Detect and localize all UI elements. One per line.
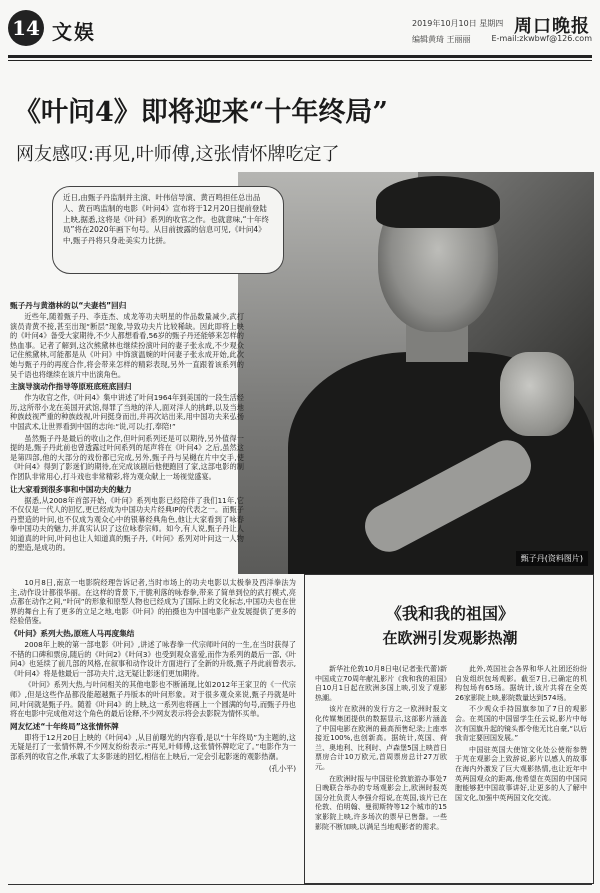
footer-rule [8, 884, 592, 885]
body-paragraph: 虽然甄子丹是最后的收山之作,但叶问系列还是可以期待,另外值得一提的是,甄子丹此前也曾透露过叶问系列的尾声将在《叶问4》之后,虽然这是第四部,他的大部分的戏份都已完成,另外,甄子丹与吴樾在片中交手,使《叶问4》得到了影迷们的期待,在完成该剧后他便跑回了家,这部电影的制作团队非常用心,打斗戏也非常精彩,将为观众献上一场视觉盛宴。 [10, 433, 244, 481]
body-paragraph: 据悉,从2008年首部开始,《叶问》系列电影已经陪伴了我们11年,它不仅仅是一代人的回忆,更已经成为中国功夫片经典IP的代表之一。而甄子丹塑造的叶问,也不仅成为观众心中的银幕经典角色,他让大家看到了咏春拳中国功夫的魅力,并真实认识了这位咏春宗师。如今,有人说,甄子丹让人知道真的叶问,叶问也让人知道真的甄子丹,《叶问》系列对叶问这一人物的塑造,是成功的。 [10, 495, 244, 553]
second-article-title: 《我和我的祖国》 [385, 604, 514, 623]
body-paragraph: 此外,英国社会各界和华人社团还纷纷自发组织包场观影。截至7日,已确定的机构包场有65场。据统计,该片共将在全英26家影院上映,影院数量达到574场。 [455, 665, 587, 702]
body-paragraph: 近些年,随着甄子丹、李连杰、成龙等功夫明星的作品数量减少,武打演员青黄不接,甚至出现“断层”现象,导致功夫片比较稀缺。因此即将上映的《叶问4》备受大家期待,不少人都想看看,56岁的甄子丹还能够来怎样的热血事。记者了解到,这次熊黛林也继续扮演叶问的妻子张永成,不少观众记住熊黛林,可能都是从《叶问》中饰演温婉的叶问妻子张永成开始,此次她与甄子丹的再度合作,将会带来怎样的精彩表现,另外一直跟着该系列的吴千语也将继续在该片中出演角色。 [10, 312, 244, 379]
photo-caption: 甄子丹(资料图片) [516, 551, 588, 566]
article-column-lower [10, 578, 296, 874]
newspaper-masthead: 周口晚报 [514, 16, 590, 37]
section-title-1: 甄子丹与黄渤林的以“夫妻档”回归 [10, 301, 127, 310]
author-signature: (孔小平) [268, 763, 296, 773]
body-paragraph: 不少观众手持国旗参加了7日的观影会。在英国的中国留学生任云说,影片中每次有国旗升起的镜头都令他无比自豪,“以后我肯定要回国发展。” [455, 705, 587, 743]
body-paragraph: 中国驻英国大使馆文化处公使衔参赞于芃在观影会上致辞说,影片以感人的故事在海内外激发了巨大观影热情,也让近年中英两国观众的距离,他希望在英国的中国同胞能够把中国故事讲好,让更多的人了解中国文化,加强中英两国文化交流。 [455, 745, 587, 802]
header-rule-thin [8, 60, 592, 61]
header-rule [8, 55, 592, 58]
section-title-5: 网友忆述“十年终局”这张情怀牌 [10, 721, 119, 731]
page-number: 14 [8, 10, 44, 46]
body-paragraph: 新华社伦敦10月8日电(记者张代蕾)新中国成立70周年献礼影片《我和我的祖国》自10月1日起在欧洲多国上映,引发了观影热潮。 [315, 665, 447, 702]
section-title-4: 《叶问》系列大热,原班人马再度集结 [10, 628, 135, 638]
second-article-column-left [315, 665, 447, 879]
sub-headline: 网友感叹:再见,叶师傅,这张情怀牌吃定了 [16, 144, 340, 165]
issue-date: 2019年10月10日 星期四 [412, 19, 504, 28]
actor-photo [238, 172, 594, 574]
section-title-2: 主演导演动作指导等原班底班底回归 [10, 382, 132, 392]
photo-figure-fist [500, 352, 574, 436]
body-paragraph: 在欧洲时报与中国驻伦敦旅游办事处7日晚联合举办的专场观影会上,欧洲时报英国分社负责人李强介绍说,在英国,该片已在伦敦、伯明翰、曼彻斯特等12个城市的15家影院上映,许多场次的票早已售罄。一些影院不断加映,以满足当地观影者的需求。 [315, 774, 447, 831]
body-paragraph: 作为收官之作,《叶问4》集中讲述了叶问1964年到美国的一段生活经历,这所带小龙在美国开武馆,得罪了当地的洋人,面对洋人的挑衅,以及当地种族歧视严重的种族歧视,叶问挺身而出,并再次站出来,用中国功夫来弘扬中国武术,让世界看到中国的志向:“说,可以;打,奉陪!” [10, 393, 244, 431]
section-title-3: 让大家看到很多事和中国功夫的魅力 [10, 484, 132, 494]
editor-credit: 编辑黄琦 王丽丽 [412, 35, 471, 44]
page-header [8, 10, 592, 58]
article-column-upper [10, 298, 244, 576]
section-name: 文娱 [52, 20, 96, 44]
body-paragraph: 即将于12月20日上映的《叶问4》,从目前曝光的内容看,是以“十年终局”为主题的,这无疑是打了一张情怀牌,不少网友纷纷表示:“再见,叶师傅,这张情怀牌吃定了。”电影作为一部系列的收官之作,承载了太多影迷的回忆,相信在上映后,一定会引起影迷的观影热潮。 [10, 732, 296, 761]
second-article [304, 574, 594, 884]
main-headline: 《叶问4》即将迎来“十年终局” [14, 97, 388, 128]
second-article-column-right [455, 665, 587, 879]
second-article-subtitle: 在欧洲引发观影热潮 [382, 629, 518, 647]
contact-email: E-mail:zkwbwf@126.com [491, 34, 592, 43]
body-paragraph: 《叶问》系列大热,与叶问相关的其他电影也不断涌现,比如2012年王家卫的《一代宗师》,但是这些作品都没能超越甄子丹版本的叶问形象。对于很多观众来说,甄子丹就是叶问,叶问就是甄子丹。随着《叶问4》的上映,这一系列也将画上一个圆满的句号,而甄子丹也将在电影中完成他对这个角色的最后诠释,不少网友表示将会去影院为情怀买单。 [10, 680, 296, 719]
body-paragraph: 该片在欧洲的发行方之一欧洲时报文化传媒集团提供的数据显示,这部影片涵盖了中国电影在欧洲的最高预售纪录;上座率接近100%,也创新高。据统计,英国、荷兰、奥地利、比利时、卢森堡5国上映首日票房合计10万欧元,首周票房总计27万欧元。 [315, 705, 447, 771]
body-paragraph: 2008年上映的第一部电影《叶问》,讲述了咏春拳一代宗师叶问的一生,在当时获得了不错的口碑和票房,随后的《叶问2》《叶问3》也受到观众喜爱,而作为系列的最后一部,《叶问4》也延续了前几部的风格,在叙事和动作设计方面进行了全新的升级,甄子丹此前曾表示,《叶问4》将是他最后一部功夫片,这无疑让影迷们更加期待。 [10, 639, 296, 678]
lead-paragraph: 近日,由甄子丹监制并主演、叶伟信导演、黄百鸣担任总出品人、黄百鸣监制的电影《叶问4》宣布将于12月20日提前登陆上映,据悉,这将是《叶问》系列的收官之作。也就意味,“十年终局”将在2020年画下句号。从目前披露的信息可见,《叶问4》中,甄子丹将只身赴美实力比拼。 [52, 186, 284, 274]
photo-figure-hair [376, 176, 500, 228]
body-paragraph: 10月8日,南京一电影院经理告诉记者,当时市场上的功夫电影以太极拳及西洋拳法为主,动作设计都很华丽。在这样的背景下,干脆利落的咏春拳,带来了简单到位的武打模式,亮点都在动作之间,“叶问”的形象和原型人物也已经成为了国际上的文化标志,中国功夫也在世界的舞台上有了更多的立足之地,电影《叶问》的拍摄也为中国电影产业发展提供了更多的经验借鉴。 [10, 578, 296, 626]
